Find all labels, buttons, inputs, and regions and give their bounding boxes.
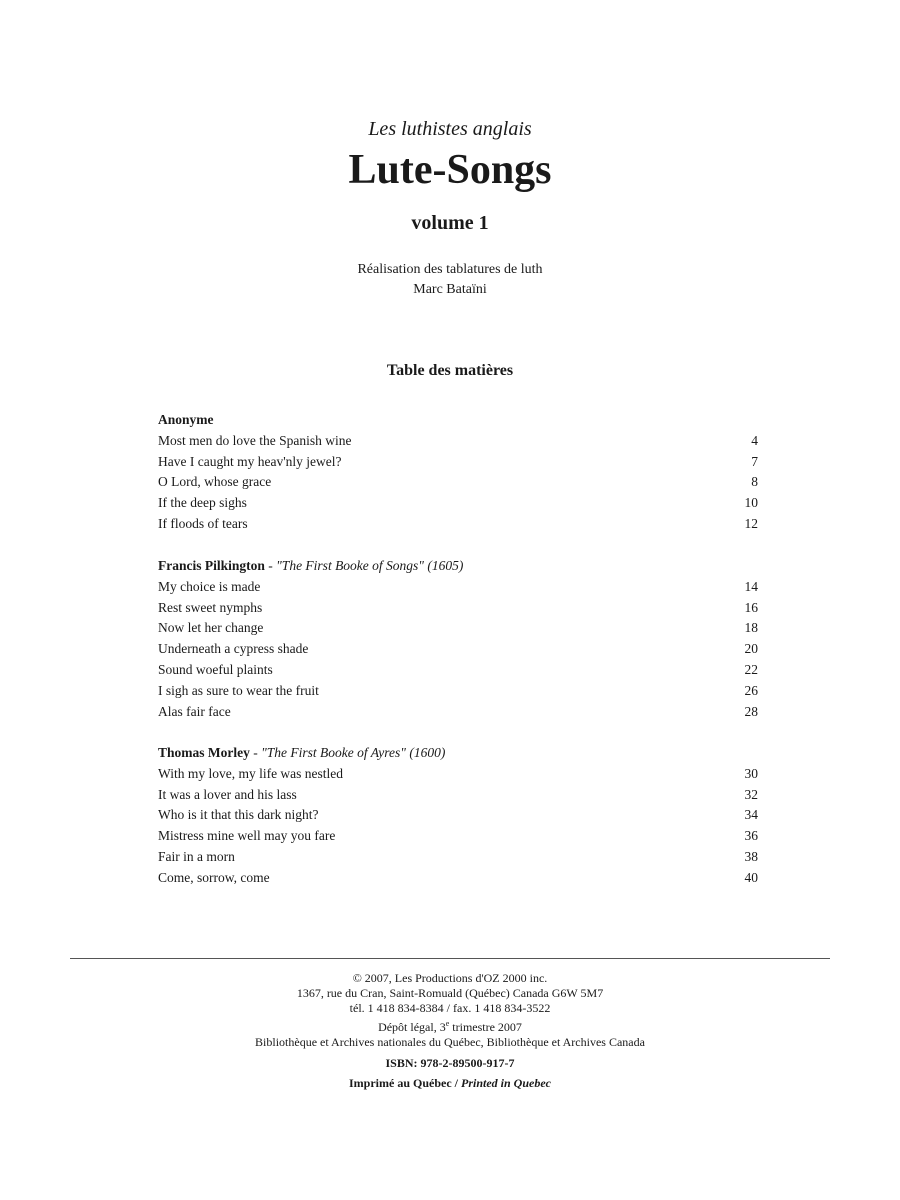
toc-entry: [158, 868, 758, 889]
phone-line: tél. 1 418 834-8384 / fax. 1 418 834-3522: [349, 1001, 551, 1015]
song-title: Underneath a cypress shade: [158, 641, 309, 657]
composer-name: Francis Pilkington: [158, 558, 265, 573]
page-number: 16: [744, 599, 758, 615]
song-title: With my love, my life was nestled: [158, 765, 344, 781]
depot-superscript: e: [445, 1019, 450, 1028]
page-number: 18: [744, 620, 758, 636]
printed-line: [0, 1076, 900, 1091]
song-title: Now let her change: [158, 620, 264, 636]
address-line: 1367, rue du Cran, Saint-Romuald (Québec) Canada G6W 5M7: [296, 986, 604, 1000]
toc-entry: [158, 847, 758, 868]
song-title: Sound woeful plaints: [158, 661, 273, 677]
credit-line-role: Réalisation des tablatures de luth: [357, 262, 543, 277]
toc-section-morley: [158, 743, 758, 889]
toc-entry: [158, 660, 758, 681]
toc-entry: [158, 826, 758, 847]
header-separator: -: [249, 745, 262, 760]
page-number: 14: [744, 578, 758, 594]
page-number: 26: [744, 682, 758, 698]
volume-label: volume 1: [411, 212, 489, 234]
song-title: Mistress mine well may you fare: [158, 828, 336, 844]
song-title: I sigh as sure to wear the fruit: [158, 682, 319, 698]
song-title: If floods of tears: [158, 515, 248, 531]
page-number: 32: [744, 786, 758, 802]
page-number: 28: [744, 703, 758, 719]
song-title: O Lord, whose grace: [158, 474, 272, 490]
composer-name: Anonyme: [158, 412, 214, 427]
page-number: 7: [751, 453, 758, 469]
libraries-line: Bibliothèque et Archives nationales du Québec, Bibliothèque et Archives Canada: [255, 1035, 645, 1049]
toc-entry: [158, 764, 758, 785]
song-title: Have I caught my heav'nly jewel?: [158, 453, 342, 469]
printed-separator: /: [451, 1076, 461, 1090]
credit-line-name: Marc Bataïni: [413, 282, 487, 297]
page-number: 10: [744, 495, 758, 511]
song-title: Who is it that this dark night?: [158, 807, 319, 823]
toc-entry: [158, 472, 758, 493]
toc-entry: [158, 514, 758, 535]
song-title: Fair in a morn: [158, 848, 235, 864]
page-number: 22: [744, 661, 758, 677]
legal-deposit-line: [0, 1020, 900, 1035]
song-title: My choice is made: [158, 578, 261, 594]
composer-name: Thomas Morley: [158, 745, 250, 760]
book-title: "The First Booke of Songs" (1605): [276, 558, 464, 573]
book-title: "The First Booke of Ayres" (1600): [261, 745, 446, 760]
isbn-line: ISBN: 978-2-89500-917-7: [385, 1056, 515, 1070]
toc-entry: [158, 452, 758, 473]
page-number: 34: [744, 807, 758, 823]
toc-entry: [158, 598, 758, 619]
page-number: 40: [744, 869, 758, 885]
toc-entry: [158, 681, 758, 702]
toc-entry: [158, 702, 758, 723]
toc-entry: [158, 805, 758, 826]
copyright-line: © 2007, Les Productions d'OZ 2000 inc.: [352, 971, 548, 985]
series-title: Les luthistes anglais: [368, 118, 532, 140]
toc-entry: [158, 577, 758, 598]
song-title: Most men do love the Spanish wine: [158, 432, 352, 448]
toc-entry: [158, 431, 758, 452]
printed-fr: Imprimé au Québec: [349, 1076, 452, 1090]
toc-entry: [158, 639, 758, 660]
section-header: [158, 556, 758, 577]
song-title: Come, sorrow, come: [158, 869, 270, 885]
section-header: [158, 410, 758, 431]
depot-prefix: Dépôt légal, 3: [378, 1020, 446, 1034]
toc-section-anonyme: [158, 410, 758, 535]
toc-entry: [158, 785, 758, 806]
depot-suffix: trimestre 2007: [449, 1020, 522, 1034]
toc-entry: [158, 618, 758, 639]
footer-divider: [70, 958, 830, 959]
song-title: Alas fair face: [158, 703, 231, 719]
page-number: 38: [744, 848, 758, 864]
song-title: Rest sweet nymphs: [158, 599, 263, 615]
page-number: 12: [744, 515, 758, 531]
page-number: 8: [751, 474, 758, 490]
toc-heading: Table des matières: [386, 362, 514, 379]
header-separator: -: [264, 558, 277, 573]
page-number: 30: [744, 765, 758, 781]
song-title: It was a lover and his lass: [158, 786, 297, 802]
main-title: Lute-Songs: [348, 147, 552, 193]
toc-entry: [158, 493, 758, 514]
page-number: 4: [751, 432, 758, 448]
song-title: If the deep sighs: [158, 495, 247, 511]
printed-en: Printed in Quebec: [461, 1076, 551, 1090]
page-number: 20: [744, 641, 758, 657]
page-number: 36: [744, 828, 758, 844]
toc-section-pilkington: [158, 556, 758, 722]
section-header: [158, 743, 758, 764]
